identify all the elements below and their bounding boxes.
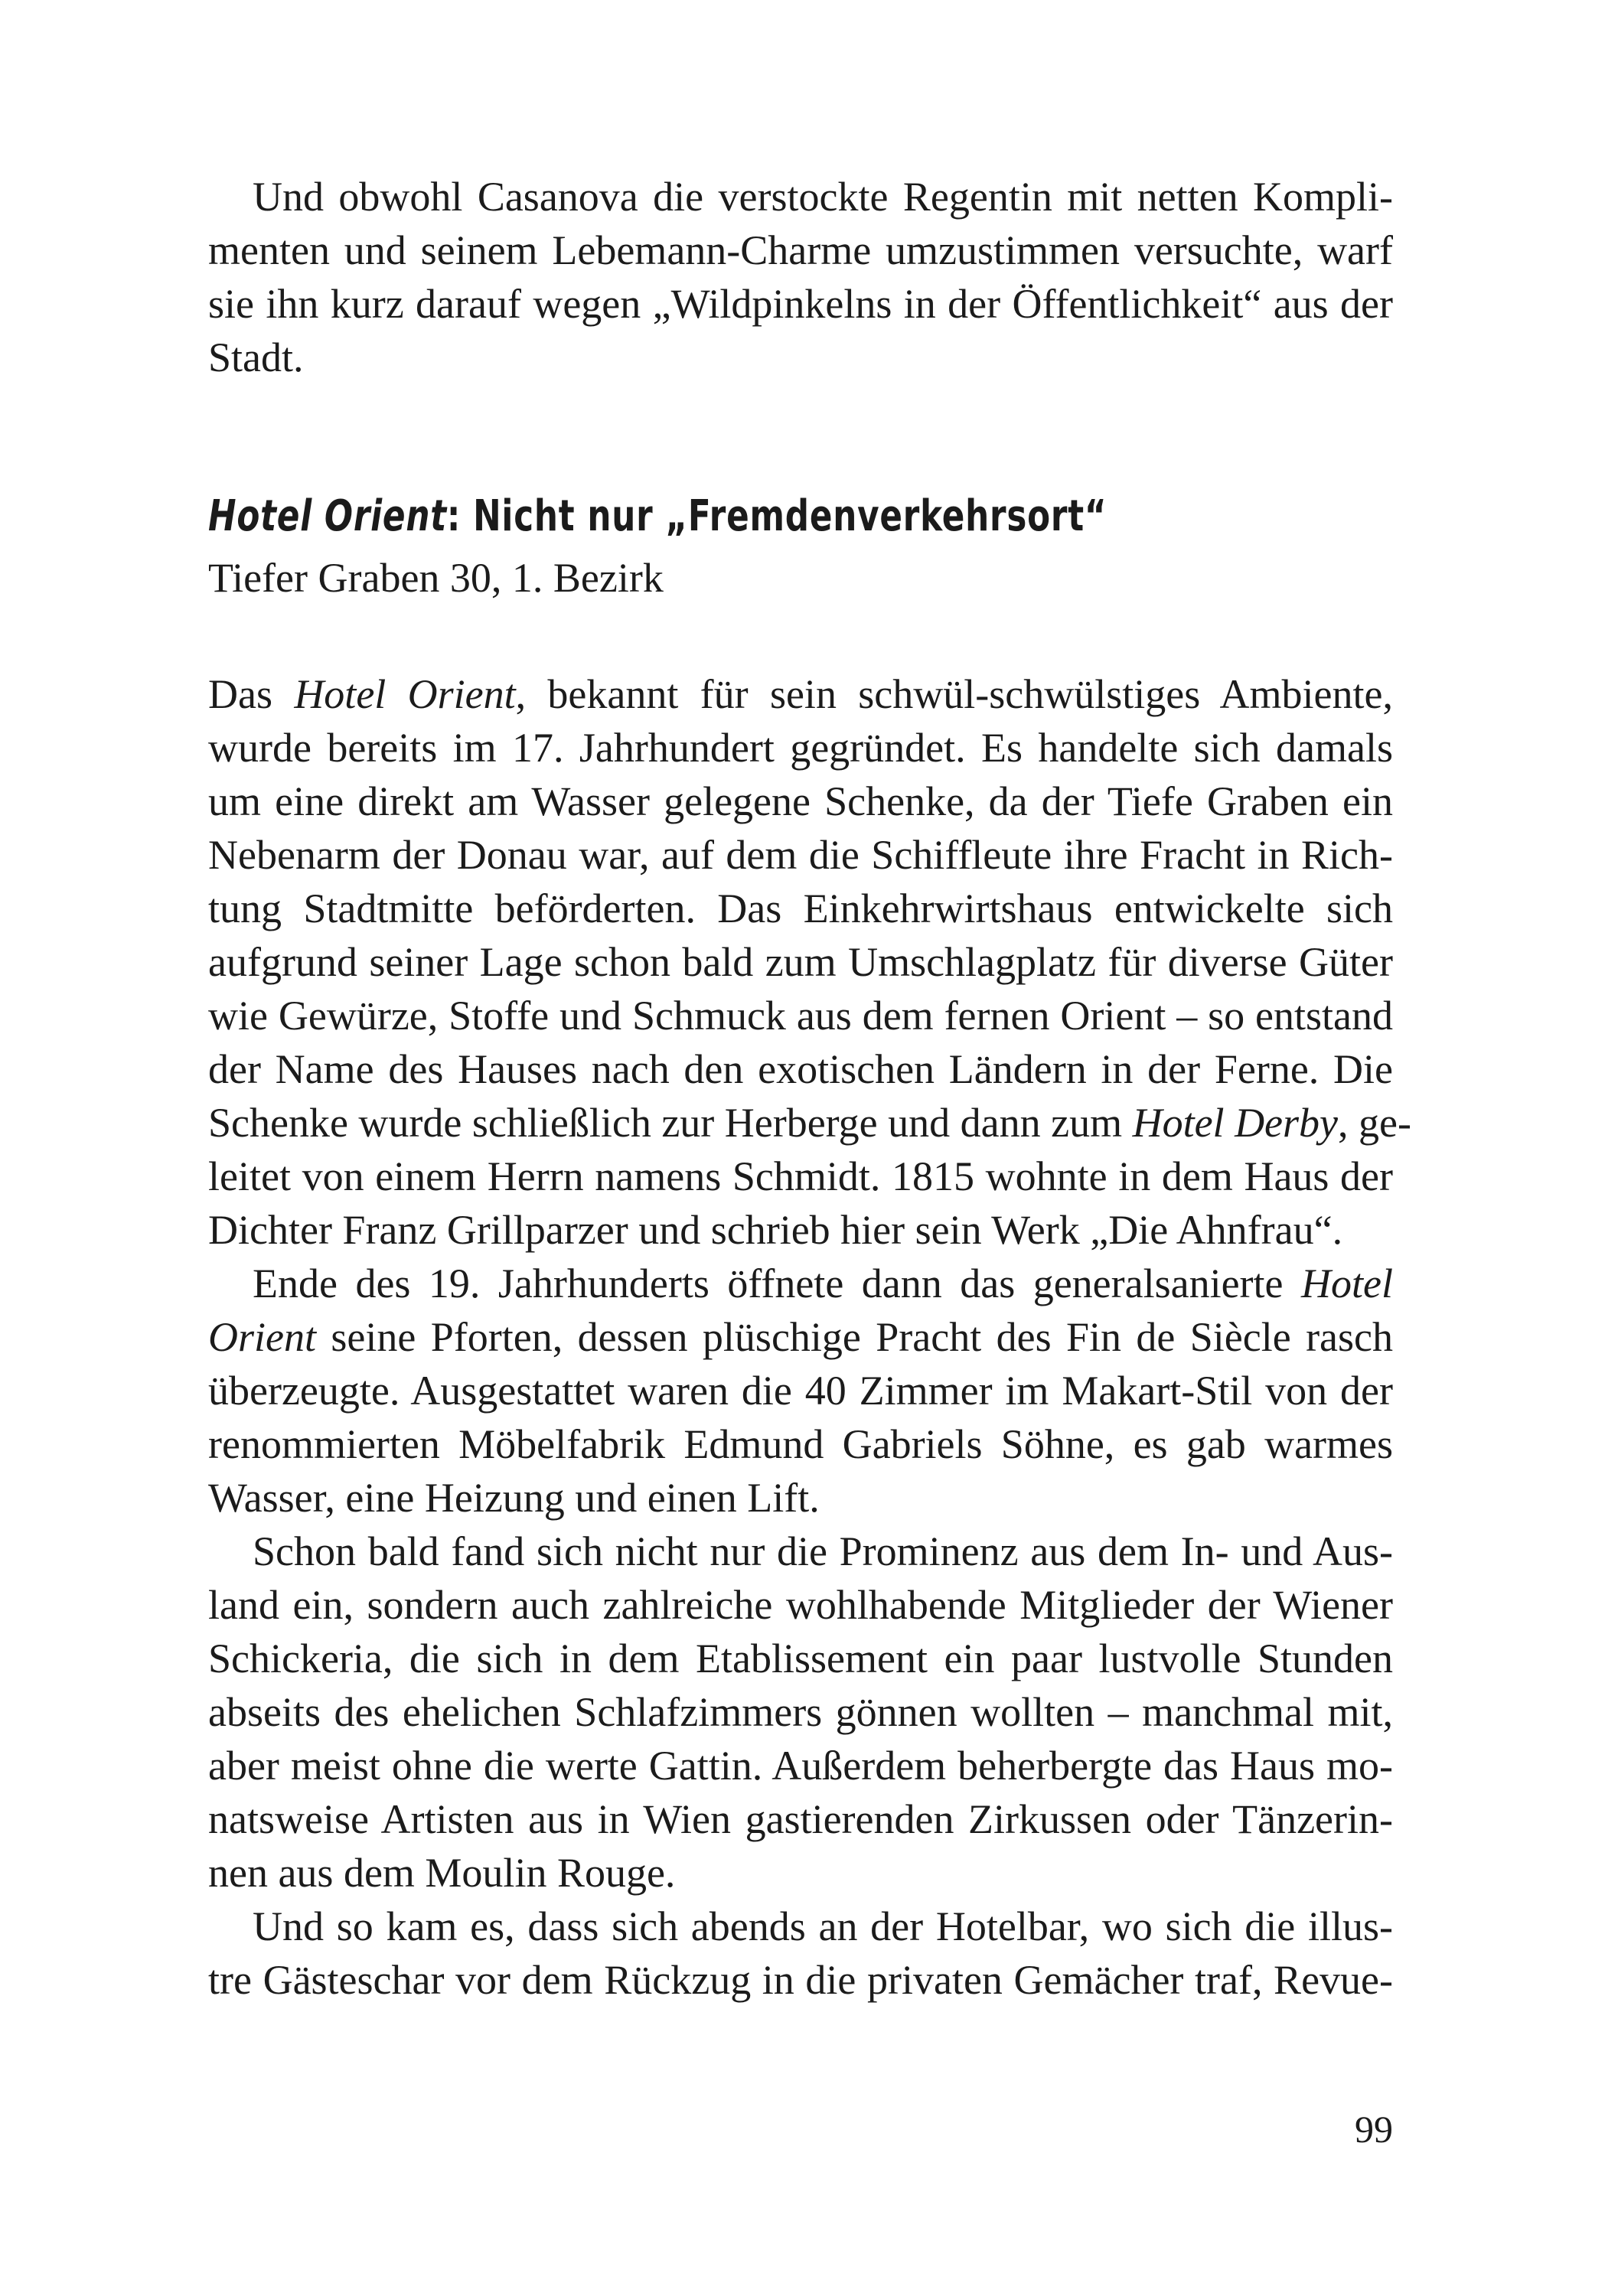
text-line: renommierten Möbelfabrik Edmund Gabriels Söhne, es gab warmes xyxy=(208,1421,1393,1467)
heading-hotel-name: Hotel Orient xyxy=(208,491,447,541)
text-line: Und so kam es, dass sich abends an der Hotelbar, wo sich die illus- xyxy=(253,1903,1393,1949)
text-line: aber meist ohne die werte Gattin. Außerdem beherbergte das Haus mo- xyxy=(208,1743,1393,1789)
text-line: um eine direkt am Wasser gelegene Schenke, da der Tiefe Graben ein xyxy=(208,778,1393,824)
text-line: Nebenarm der Donau war, auf dem die Schiffleute ihre Fracht in Rich- xyxy=(208,832,1393,878)
text-span: Schenke wurde schließlich zur Herberge und dann zum xyxy=(208,1100,1133,1146)
text-line: wurde bereits im 17. Jahrhundert gegründet. Es handelte sich damals xyxy=(208,725,1393,771)
text-line xyxy=(208,1310,1393,1364)
italic-hotel-name: Hotel Orient xyxy=(294,671,516,717)
italic-hotel-name: Hotel Derby xyxy=(1132,1100,1339,1146)
text-span: Das xyxy=(208,671,295,717)
text-line: Und obwohl Casanova die verstockte Regentin mit netten Kompli- xyxy=(253,174,1393,220)
text-line: aufgrund seiner Lage schon bald zum Umschlagplatz für diverse Güter xyxy=(208,939,1393,985)
text-line: land ein, sondern auch zahlreiche wohlhabende Mitglieder der Wiener xyxy=(208,1582,1393,1628)
text-line: natsweise Artisten aus in Wien gastierenden Zirkussen oder Tänzerin- xyxy=(208,1796,1393,1842)
text-span: seine Pforten, dessen plüschige Pracht des Fin de Siècle rasch xyxy=(316,1314,1393,1360)
text-line: abseits des ehelichen Schlafzimmers gönnen wollten – manchmal mit, xyxy=(208,1689,1393,1735)
section-address: Tiefer Graben 30, 1. Bezirk xyxy=(208,555,664,601)
text-line: Schickeria, die sich in dem Etablissement ein paar lustvolle Stunden xyxy=(208,1636,1393,1681)
text-line: Schon bald fand sich nicht nur die Prominenz aus dem In- und Aus- xyxy=(253,1528,1393,1574)
text-line xyxy=(208,1096,1411,1150)
text-line: Wasser, eine Heizung und einen Lift. xyxy=(208,1475,820,1521)
text-line: tre Gästeschar vor dem Rückzug in die privaten Gemächer traf, Revue- xyxy=(208,1957,1393,2003)
text-line: sie ihn kurz darauf wegen „Wildpinkelns in der Öffentlichkeit“ aus der xyxy=(208,281,1393,327)
heading-subtitle: : Nicht nur „Fremdenverkehrsort“ xyxy=(446,491,1107,541)
italic-hotel-name: Orient xyxy=(208,1314,316,1360)
text-line: tung Stadtmitte beförderten. Das Einkehrwirtshaus entwickelte sich xyxy=(208,885,1393,931)
italic-hotel-name: Hotel xyxy=(1301,1261,1393,1306)
text-line: überzeugte. Ausgestattet waren die 40 Zimmer im Makart-Stil von der xyxy=(208,1368,1393,1414)
text-line: nen aus dem Moulin Rouge. xyxy=(208,1850,676,1896)
text-line xyxy=(253,1257,1393,1310)
text-line: menten und seinem Lebemann-Charme umzustimmen versuchte, warf xyxy=(208,227,1393,273)
text-line: Stadt. xyxy=(208,334,304,380)
page-number: 99 xyxy=(1355,2108,1393,2151)
section-heading xyxy=(208,490,1107,543)
text-span: Ende des 19. Jahrhunderts öffnete dann das generalsanierte xyxy=(253,1261,1302,1306)
text-line xyxy=(208,667,1393,721)
text-line: der Name des Hauses nach den exotischen Ländern in der Ferne. Die xyxy=(208,1046,1393,1092)
text-span: , bekannt für sein schwül-schwülstiges Ambiente, xyxy=(515,671,1393,717)
text-span: , ge- xyxy=(1338,1100,1411,1146)
text-line: leitet von einem Herrn namens Schmidt. 1815 wohnte in dem Haus der xyxy=(208,1153,1393,1199)
text-line: wie Gewürze, Stoffe und Schmuck aus dem fernen Orient – so entstand xyxy=(208,993,1393,1039)
text-line: Dichter Franz Grillparzer und schrieb hier sein Werk „Die Ahnfrau“. xyxy=(208,1207,1343,1253)
